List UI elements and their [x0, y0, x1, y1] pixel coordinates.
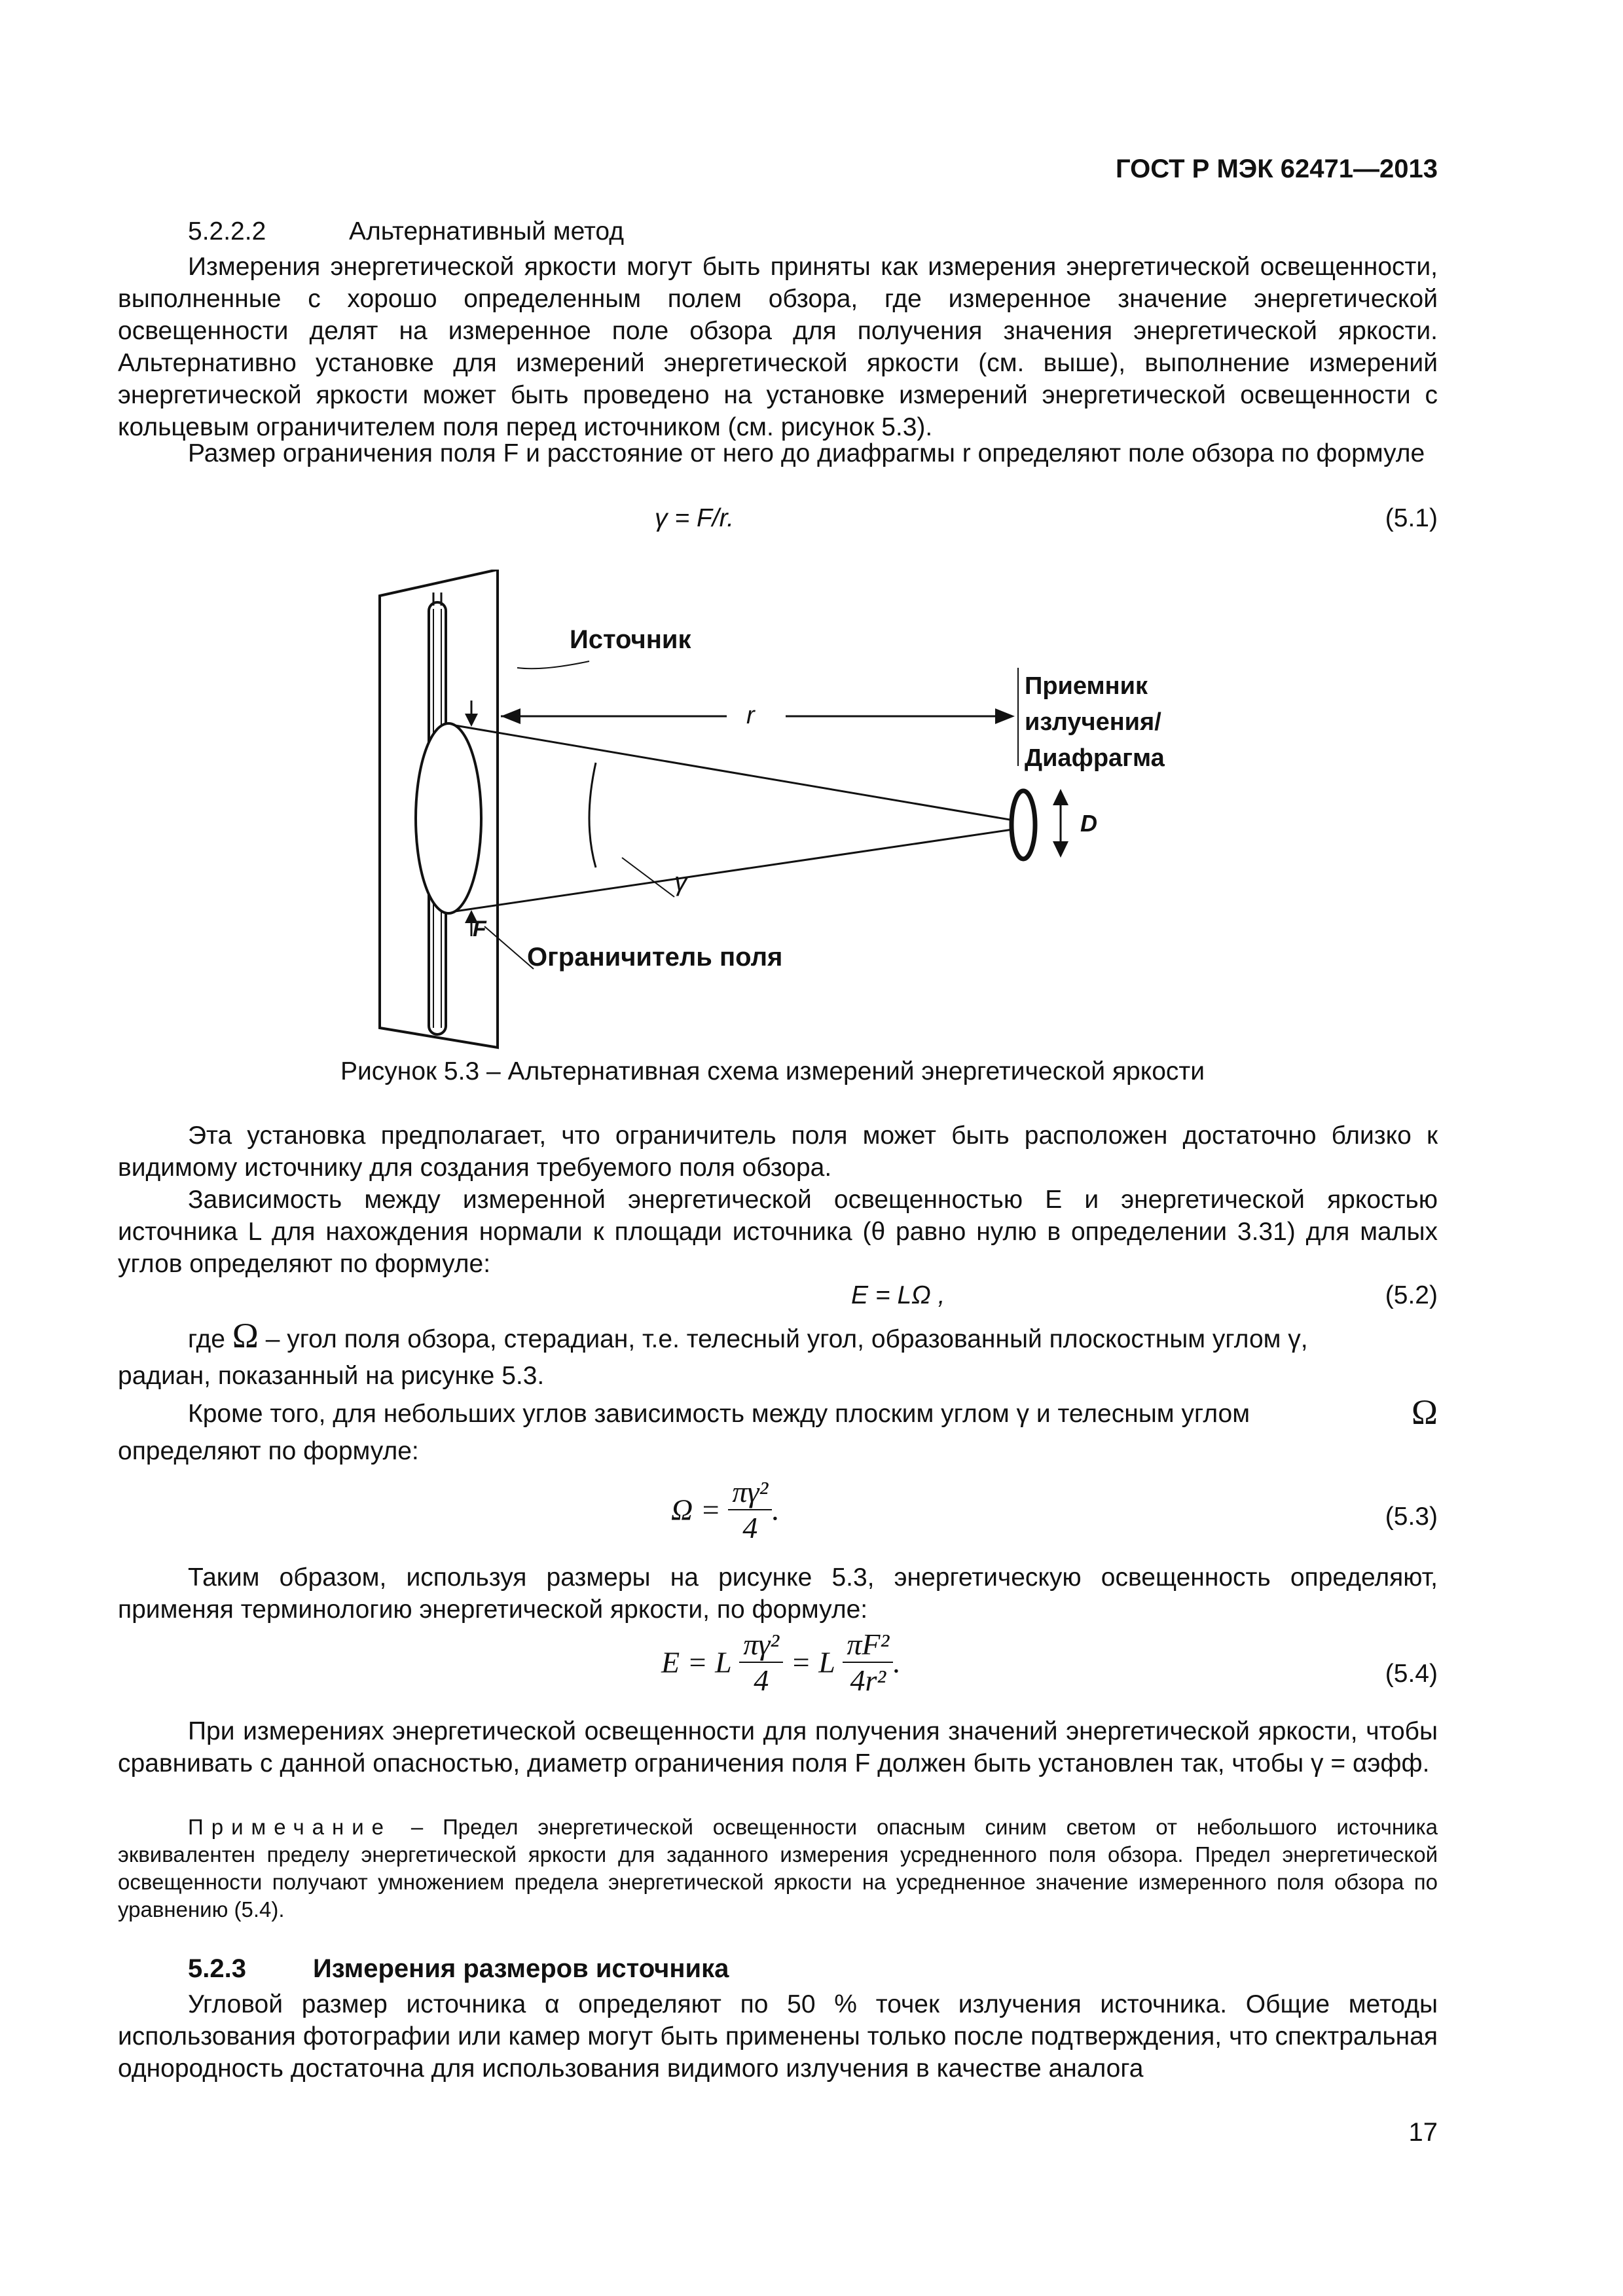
label-field-limiter: Ограничитель поля	[527, 943, 783, 972]
equation-number: (5.1)	[1385, 504, 1438, 532]
equation-number: (5.4)	[1385, 1660, 1438, 1688]
label-receiver-2: излучения/	[1025, 708, 1161, 736]
note	[118, 1813, 1438, 1923]
paragraph: Кроме того, для небольших углов зависимость между плоским углом γ и телесным углом Ω	[188, 1393, 1438, 1432]
page-number: 17	[1408, 2118, 1438, 2147]
document-id-header: ГОСТ Р МЭК 62471—2013	[1115, 155, 1438, 183]
figure-caption: Рисунок 5.3 – Альтернативная схема измерений энергетической яркости	[340, 1057, 1205, 1085]
field-limiter-aperture	[416, 723, 481, 913]
where-clause	[188, 1316, 1438, 1356]
equation-5-3: Ω = $\frac{\text{πγ²}}{4}$ .	[671, 1475, 780, 1544]
equation-number: (5.3)	[1385, 1503, 1438, 1531]
paragraph: Зависимость между измеренной энергетической освещенностью E и энергетической яркостью источника L для нахождения нормали к площади источника (θ равно нулю в определении 3.31) для малых углов определяют по формуле:	[118, 1186, 1438, 1278]
label-receiver-3: Диафрагма	[1025, 744, 1165, 772]
where-prefix: где	[188, 1325, 225, 1353]
label-F: F	[473, 917, 486, 941]
omega-symbol: Ω	[232, 1316, 259, 1355]
note-text: – Предел энергетической освещенности опасным синим светом от небольшого источника эквивалентен пределу энергетической яркости для заданного измерения усредненного поля обзора. Предел энергетической освещенности получают умножением предела энергетической яркости на усредненное значение измеренного поля обзора по уравнению (5.4).	[118, 1815, 1438, 1922]
section-title: Измерения размеров источника	[313, 1954, 729, 1983]
gamma-arc	[589, 763, 596, 867]
equation-5-1: γ = F/r.	[655, 504, 734, 532]
paragraph: Эта установка предполагает, что ограничитель поля может быть расположен достаточно близко к видимому источнику для создания требуемого поля обзора.	[118, 1121, 1438, 1182]
detector-aperture	[1012, 791, 1035, 859]
paragraph: Угловой размер источника α определяют по 50 % точек излучения источника. Общие методы использования фотографии или камер могут быть применены только после подтверждения, что спектральная однородность достаточна для использования видимого излучения в качестве аналога	[118, 1990, 1438, 2083]
paragraph: определяют по формуле:	[118, 1437, 419, 1465]
paragraph: При измерениях энергетической освещенности для получения значений энергетической яркости, чтобы сравнивать с данной опасностью, диаметр ограничения поля F должен быть установлен так, чтобы γ = αэфф.	[118, 1717, 1438, 1777]
label-source: Источник	[570, 625, 691, 654]
where-clause-continuation: радиан, показанный на рисунке 5.3.	[118, 1362, 545, 1390]
label-receiver-1: Приемник	[1025, 672, 1148, 700]
equation-number: (5.2)	[1385, 1281, 1438, 1309]
paragraph: Размер ограничения поля F и расстояние от него до диафрагмы r определяют поле обзора по формуле	[188, 439, 1425, 467]
equation-5-4: E = L $\frac{\text{πγ²}}{4}$ = L $\frac{\text{πF²}}{\text{4r²}}$ .	[661, 1628, 901, 1697]
paragraph: Таким образом, используя размеры на рисунке 5.3, энергетическую освещенность определяют, применяя терминологию энергетической яркости, по формуле:	[118, 1563, 1438, 1624]
label-D: D	[1080, 810, 1097, 837]
paragraph: Измерения энергетической яркости могут быть приняты как измерения энергетической освещенности, выполненные с хорошо определенным полем обзора, где измеренное значение энергетической освещенности делят на измеренное поле обзора для получения значения энергетической яркости. Альтернативно установке для измерений энергетической яркости (см. выше), выполнение измерений энергетической яркости может быть проведено на установке измерений энергетической освещенности с кольцевым ограничителем поля перед источником (см. рисунок 5.3).	[118, 253, 1438, 441]
equation-5-2: E = LΩ ,	[851, 1281, 945, 1309]
section-number: 5.2.3	[188, 1954, 246, 1983]
where-text: – угол поля обзора, стерадиан, т.е. телесный угол, образованный плоскостным углом γ,	[265, 1325, 1308, 1353]
note-label: Примечание	[188, 1815, 392, 1839]
figure-5-3-diagram	[367, 570, 1205, 1054]
section-number: 5.2.2.2	[188, 217, 266, 246]
section-title: Альтернативный метод	[349, 217, 624, 246]
label-gamma: γ	[674, 867, 687, 896]
label-r: r	[746, 702, 755, 729]
omega-symbol: Ω	[1411, 1393, 1438, 1432]
